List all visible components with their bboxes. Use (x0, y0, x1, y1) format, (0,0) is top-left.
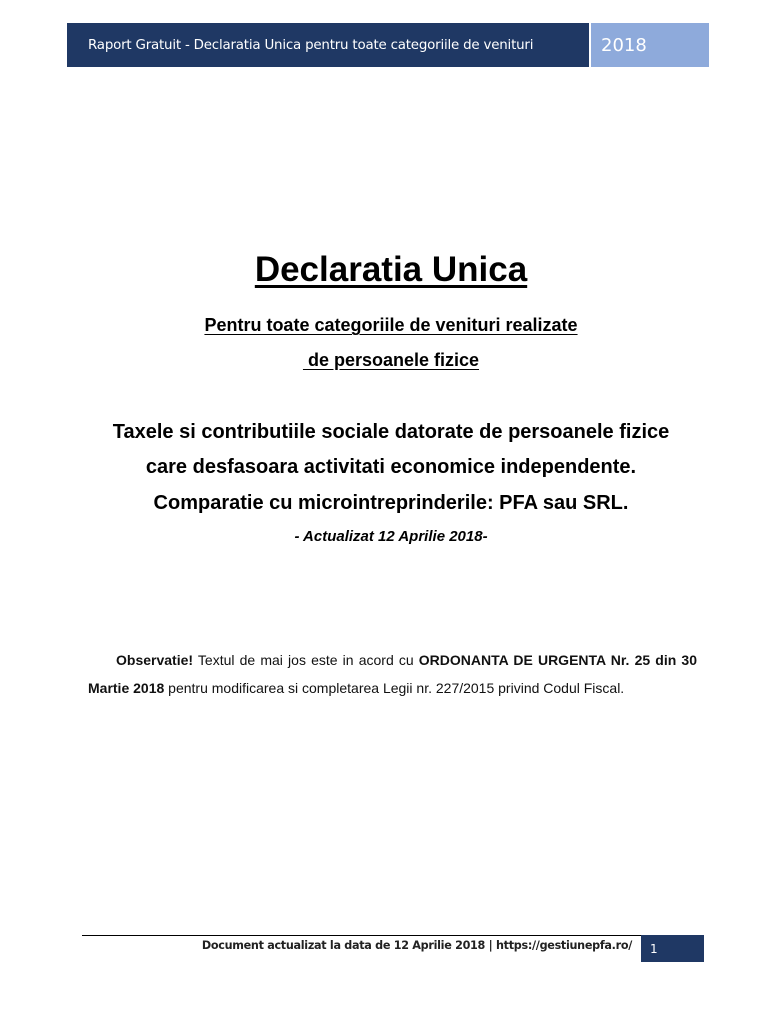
page-header (67, 23, 709, 67)
ordinance-reference: ORDONANTA DE URGENTA Nr. 25 din 30 Martie 2018 (88, 652, 697, 696)
footer-divider (82, 935, 704, 936)
heading-line-2: care desfasoara activitati economice independente. (145, 456, 637, 478)
header-year: 2018 (591, 23, 709, 67)
document-title: Declaratia Unica (254, 250, 528, 289)
observation-label: Observatie! (116, 652, 194, 668)
header-title: Raport Gratuit - Declaratia Unica pentru toate categoriile de venituri (67, 23, 589, 67)
heading-line-3: Comparatie cu microintreprinderile: PFA sau SRL. (153, 492, 629, 514)
observation-text-after: pentru modificarea si completarea Legii nr. 227/2015 privind Codul Fiscal. (164, 679, 625, 696)
subtitle-line-2: de persoanele fizice (302, 350, 480, 370)
updated-date: - Actualizat 12 Aprilie 2018- (294, 528, 488, 545)
observation-paragraph (88, 647, 697, 702)
observation-text-before: Textul de mai jos este in acord cu (193, 652, 419, 668)
heading-line-1: Taxele si contributiile sociale datorate de persoanele fizice (112, 421, 670, 443)
footer-text: Document actualizat la data de 12 Aprilie 2018 | https://gestiunepfa.ro/ (201, 939, 632, 952)
subtitle-line-1: Pentru toate categoriile de venituri realizate (204, 315, 578, 335)
page-number: 1 (641, 935, 704, 962)
